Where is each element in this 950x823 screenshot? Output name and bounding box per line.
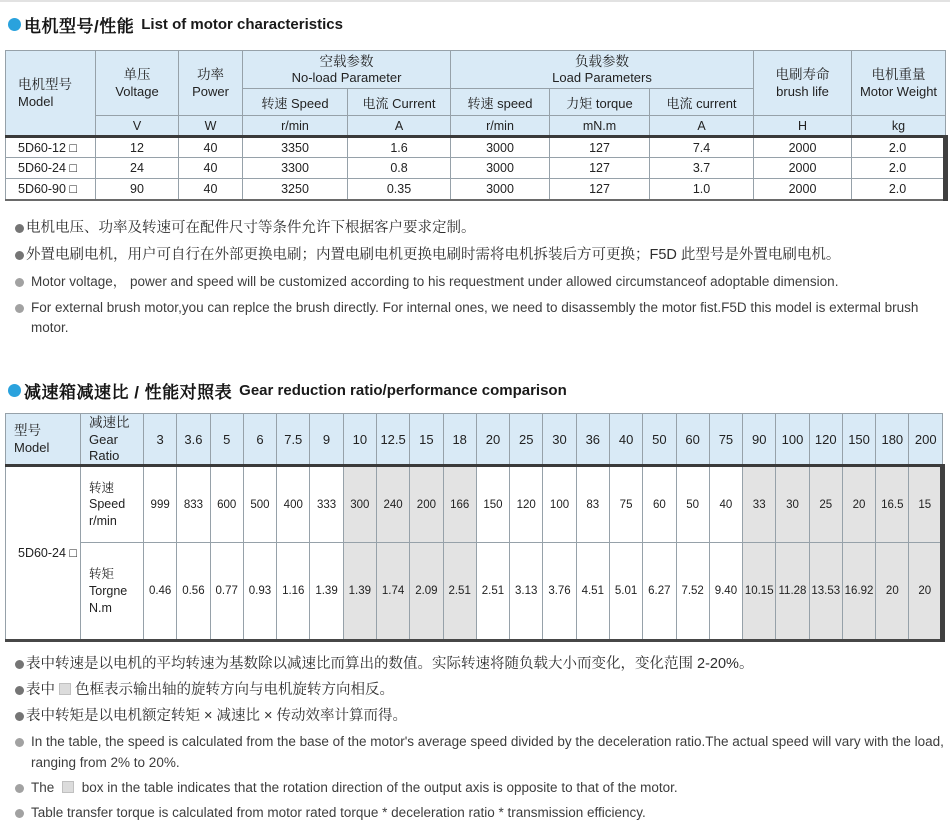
motor-value-cell: 40 — [179, 137, 243, 158]
gear-speed-cell: 200 — [410, 466, 443, 543]
section2-title-en: Gear reduction ratio/performance comparison — [239, 382, 567, 400]
gear-speed-cell: 40 — [709, 466, 742, 543]
note-item — [15, 706, 950, 727]
gear-ratio-header-cell: 180 — [876, 414, 909, 466]
motor-value-cell: 0.35 — [348, 179, 451, 200]
motor-value-cell: 1.0 — [650, 179, 754, 200]
motor-value-cell: 2000 — [754, 137, 852, 158]
gear-speed-cell: 833 — [177, 466, 210, 543]
col-header-load: 负载参数 Load Parameters — [451, 51, 754, 89]
note-item — [15, 680, 950, 701]
gear-speed-cell: 15 — [909, 466, 943, 543]
gear-speed-cell: 600 — [210, 466, 243, 543]
blue-bullet-icon — [8, 18, 21, 31]
motor-table-row — [6, 137, 946, 158]
gear-torque-cell: 7.52 — [676, 543, 709, 641]
gear-speed-row — [6, 466, 943, 543]
note-text: 表中 色框表示输出轴的旋转方向与电机旋转方向相反。 — [26, 682, 394, 699]
unit-load-speed: r/min — [451, 116, 550, 137]
col-header-voltage: 单压 Voltage — [96, 51, 179, 116]
motor-table-body — [6, 137, 946, 200]
col-header-load-torque: 力矩 torque — [550, 89, 650, 116]
gear-speed-cell: 83 — [576, 466, 609, 543]
section2-title-zh: 减速箱减速比 / 性能对照表 — [24, 383, 233, 403]
note-bullet-icon — [15, 712, 24, 721]
motor-value-cell: 3000 — [451, 158, 550, 179]
motor-value-cell: 2000 — [754, 179, 852, 200]
gear-torque-cell: 4.51 — [576, 543, 609, 641]
gear-ratio-table — [5, 413, 945, 642]
gear-ratio-header-cell: 60 — [676, 414, 709, 466]
gear-torque-cell: 2.09 — [410, 543, 443, 641]
gear-ratio-header-cell: 90 — [743, 414, 776, 466]
note-text: Table transfer torque is calculated from motor rated torque * deceleration ratio * transmission efficiency. — [31, 805, 646, 821]
motor-value-cell: 3000 — [451, 137, 550, 158]
gear-torque-cell: 10.15 — [743, 543, 776, 641]
note-item — [15, 298, 950, 339]
note-text: 外置电刷电机，用户可自行在外部更换电刷；内置电刷电机更换电刷时需将电机拆装后方可更换；F5D 此型号是外置电刷电机。 — [26, 246, 841, 263]
gear-ratio-header-cell: 30 — [543, 414, 576, 466]
gear-ratio-header-cell: 18 — [443, 414, 476, 466]
gear-torque-cell: 0.46 — [144, 543, 177, 641]
gear-ratio-header-cell: 120 — [809, 414, 842, 466]
gear-ratio-header-cell: 5 — [210, 414, 243, 466]
gear-ratio-header-cell: 7.5 — [277, 414, 310, 466]
gear-torque-cell: 2.51 — [443, 543, 476, 641]
motor-value-cell: 90 — [96, 179, 179, 200]
gear-ratio-header-cell: 75 — [709, 414, 742, 466]
gear-torque-cell: 13.53 — [809, 543, 842, 641]
col-header-brush-life: 电刷寿命 brush life — [754, 51, 852, 116]
gear-torque-cell: 3.13 — [510, 543, 543, 641]
note-text: 表中转矩是以电机额定转矩 × 减速比 × 传动效率计算而得。 — [26, 708, 408, 725]
note-bullet-icon — [15, 660, 24, 669]
unit-weight: kg — [852, 116, 946, 137]
col-header-model: 电机型号 Model — [6, 51, 96, 137]
gear-torque-cell: 20 — [876, 543, 909, 641]
col-header-motor-weight: 电机重量 Motor Weight — [852, 51, 946, 116]
motor-table-row — [6, 179, 946, 200]
gear-ratio-header-cell: 6 — [243, 414, 276, 466]
motor-value-cell: 127 — [550, 179, 650, 200]
motor-value-cell: 2.0 — [852, 137, 946, 158]
note-bullet-icon — [15, 809, 24, 818]
col-header-power: 功率 Power — [179, 51, 243, 116]
motor-value-cell: 3250 — [243, 179, 348, 200]
gear-speed-cell: 20 — [842, 466, 875, 543]
col-header-load-speed: 转速 speed — [451, 89, 550, 116]
section1-title-zh: 电机型号/性能 — [24, 17, 135, 36]
gear-speed-cell: 30 — [776, 466, 809, 543]
gear-speed-cell: 75 — [609, 466, 642, 543]
torque-row-label: 转矩 Torgne N.m — [81, 543, 144, 641]
gear-speed-cell: 60 — [643, 466, 676, 543]
note-item — [15, 218, 950, 239]
gear-torque-cell: 1.16 — [277, 543, 310, 641]
motor-value-cell: 3300 — [243, 158, 348, 179]
motor-value-cell: 127 — [550, 137, 650, 158]
gear-ratio-header-cell: 40 — [609, 414, 642, 466]
gear-torque-cell: 16.92 — [842, 543, 875, 641]
motor-value-cell: 12 — [96, 137, 179, 158]
gear-speed-cell: 240 — [376, 466, 409, 543]
gear-ratio-header-cell: 25 — [510, 414, 543, 466]
gear-torque-cell: 2.51 — [476, 543, 509, 641]
gear-speed-cell: 333 — [310, 466, 343, 543]
note-bullet-icon — [15, 784, 24, 793]
note-bullet-icon — [15, 251, 24, 260]
note-bullet-icon — [15, 738, 24, 747]
gear-speed-cell: 999 — [144, 466, 177, 543]
note-text: In the table, the speed is calculated from the base of the motor's average speed divided by the deceleration ratio.The actual speed will vary with the load, ranging from 2% to 20%. — [31, 734, 944, 770]
unit-brush-life: H — [754, 116, 852, 137]
gear-speed-cell: 25 — [809, 466, 842, 543]
gear-table-header-row — [6, 414, 943, 466]
gear-torque-cell: 5.01 — [609, 543, 642, 641]
motor-value-cell: 7.4 — [650, 137, 754, 158]
note-text: The box in the table indicates that the rotation direction of the output axis is opposite to that of the motor. — [31, 779, 678, 795]
motor-value-cell: 3350 — [243, 137, 348, 158]
gear-torque-cell: 1.39 — [310, 543, 343, 641]
unit-load-current: A — [650, 116, 754, 137]
gear-ratio-header-cell: 15 — [410, 414, 443, 466]
gear-ratio-header-cell: 3 — [144, 414, 177, 466]
note-item — [15, 778, 950, 798]
unit-noload-current: A — [348, 116, 451, 137]
gear-torque-cell: 0.93 — [243, 543, 276, 641]
gear-torque-cell: 0.56 — [177, 543, 210, 641]
section2-notes — [15, 654, 950, 823]
section1-notes — [15, 218, 950, 339]
motor-model-cell: 5D60-24 □ — [6, 158, 96, 179]
gear-speed-cell: 33 — [743, 466, 776, 543]
gear-speed-cell: 50 — [676, 466, 709, 543]
col-header-noload-speed: 转速 Speed — [243, 89, 348, 116]
gear-speed-cell: 166 — [443, 466, 476, 543]
gear-speed-cell: 120 — [510, 466, 543, 543]
gear-ratio-header-cell: 150 — [842, 414, 875, 466]
gear-ratio-header-cell: 50 — [643, 414, 676, 466]
motor-value-cell: 127 — [550, 158, 650, 179]
note-text: Motor voltage， power and speed will be customized according to his requestment under allowed circumstanceof adoptable dimension. — [31, 273, 839, 289]
col-header-load-current: 电流 current — [650, 89, 754, 116]
gear-speed-cell: 400 — [277, 466, 310, 543]
gear-torque-cell: 6.27 — [643, 543, 676, 641]
section2-title — [8, 378, 950, 403]
note-item — [15, 732, 950, 773]
blue-bullet-icon — [8, 384, 21, 397]
gear-speed-cell: 150 — [476, 466, 509, 543]
motor-characteristics-table — [5, 50, 948, 201]
motor-table-row — [6, 158, 946, 179]
motor-value-cell: 40 — [179, 158, 243, 179]
motor-value-cell: 24 — [96, 158, 179, 179]
col-header-noload: 空载参数 No-load Parameter — [243, 51, 451, 89]
motor-model-cell: 5D60-90 □ — [6, 179, 96, 200]
note-item — [15, 654, 950, 675]
motor-value-cell: 3.7 — [650, 158, 754, 179]
gear-torque-cell: 1.74 — [376, 543, 409, 641]
motor-model-cell: 5D60-12 □ — [6, 137, 96, 158]
motor-value-cell: 2.0 — [852, 158, 946, 179]
gear-ratio-header-cell: 12.5 — [376, 414, 409, 466]
gear-speed-cell: 16.5 — [876, 466, 909, 543]
gear-torque-cell: 3.76 — [543, 543, 576, 641]
motor-value-cell: 1.6 — [348, 137, 451, 158]
gear-ratio-header-cell: 200 — [909, 414, 943, 466]
note-bullet-icon — [15, 304, 24, 313]
gear-ratio-header-cell: 3.6 — [177, 414, 210, 466]
gear-ratio-header-cell: 10 — [343, 414, 376, 466]
motor-value-cell: 0.8 — [348, 158, 451, 179]
gear-ratio-header-cell: 36 — [576, 414, 609, 466]
gear-speed-cell: 500 — [243, 466, 276, 543]
gear-ratio-header-cell: 100 — [776, 414, 809, 466]
gear-speed-cell: 300 — [343, 466, 376, 543]
note-text: 表中转速是以电机的平均转速为基数除以减速比而算出的数值。实际转速将随负载大小而变化，变化范围 2-20%。 — [26, 656, 754, 673]
section1-title — [8, 12, 950, 37]
gray-box-swatch-icon — [59, 683, 71, 695]
motor-value-cell: 2000 — [754, 158, 852, 179]
section1-title-en: List of motor characteristics — [141, 16, 343, 33]
note-item — [15, 245, 950, 266]
col-header-gear-model: 型号 Model — [6, 414, 81, 466]
unit-noload-speed: r/min — [243, 116, 348, 137]
note-bullet-icon — [15, 686, 24, 695]
note-text: For external brush motor,you can replce the brush directly. For internal ones, we need to disassembly the motor fist.F5D this model is extermal brush motor. — [31, 299, 919, 336]
col-header-noload-current: 电流 Current — [348, 89, 451, 116]
speed-row-label: 转速 Speed r/min — [81, 466, 144, 543]
gear-torque-cell: 9.40 — [709, 543, 742, 641]
unit-voltage: V — [96, 116, 179, 137]
note-text: 电机电压、功率及转速可在配件尺寸等条件允许下根据客户要求定制。 — [26, 219, 476, 236]
motor-value-cell: 40 — [179, 179, 243, 200]
motor-value-cell: 2.0 — [852, 179, 946, 200]
gear-torque-cell: 0.77 — [210, 543, 243, 641]
gear-speed-cell: 100 — [543, 466, 576, 543]
gear-torque-row — [6, 543, 943, 641]
unit-load-torque: mN.m — [550, 116, 650, 137]
gear-ratio-header-cell: 9 — [310, 414, 343, 466]
note-bullet-icon — [15, 224, 24, 233]
motor-value-cell: 3000 — [451, 179, 550, 200]
note-item — [15, 272, 950, 292]
gear-torque-cell: 1.39 — [343, 543, 376, 641]
note-bullet-icon — [15, 278, 24, 287]
col-header-gear-ratio: 减速比 Gear Ratio — [81, 414, 144, 466]
gear-ratio-header-cell: 20 — [476, 414, 509, 466]
gear-model-cell: 5D60-24 □ — [6, 466, 81, 641]
gear-torque-cell: 11.28 — [776, 543, 809, 641]
unit-power: W — [179, 116, 243, 137]
gray-box-swatch-icon — [62, 781, 74, 793]
gear-torque-cell: 20 — [909, 543, 943, 641]
note-item — [15, 803, 950, 823]
